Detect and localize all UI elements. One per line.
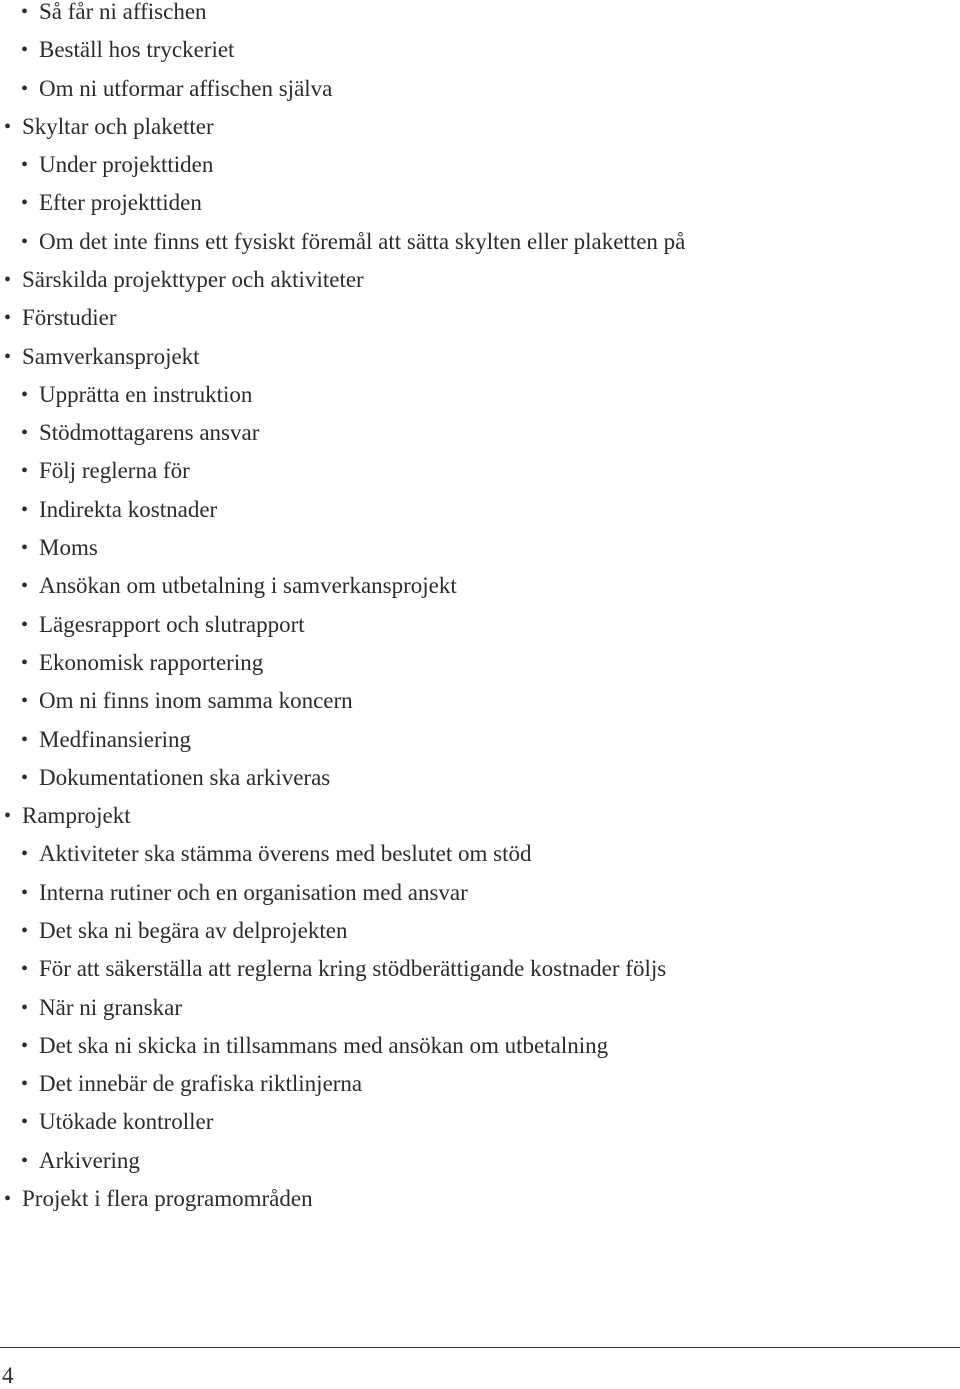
bullet-icon: • — [21, 766, 29, 789]
bullet-icon: • — [21, 537, 29, 560]
list-item — [4, 267, 364, 293]
bullet-icon: • — [21, 383, 29, 406]
list-item — [21, 917, 348, 943]
bullet-icon: • — [4, 805, 12, 828]
list-item — [21, 1032, 609, 1058]
list-item — [21, 152, 214, 178]
list-item — [21, 496, 218, 522]
bullet-icon: • — [21, 422, 29, 445]
list-item — [21, 420, 260, 446]
list-item-label: Dokumentationen ska arkiveras — [39, 764, 331, 790]
bullet-icon: • — [21, 996, 29, 1019]
list-item — [21, 0, 207, 24]
list-item — [21, 535, 98, 561]
list-item-label: Skyltar och plaketter — [22, 113, 214, 139]
bullet-icon: • — [21, 77, 29, 100]
list-item-label: Samverkansprojekt — [22, 343, 200, 369]
list-item — [21, 1071, 363, 1097]
bullet-icon: • — [21, 1111, 29, 1134]
list-item-label: Om ni utformar affischen själva — [39, 75, 333, 101]
list-item-label: Under projekttiden — [39, 152, 214, 178]
list-item — [21, 573, 457, 599]
list-item — [4, 343, 200, 369]
list-item-label: Efter projekttiden — [39, 190, 202, 216]
bullet-icon: • — [21, 575, 29, 598]
bullet-icon: • — [21, 192, 29, 215]
list-item-label: Ramprojekt — [22, 803, 131, 829]
bullet-icon: • — [4, 345, 12, 368]
bullet-icon: • — [4, 1187, 12, 1210]
bullet-icon: • — [21, 843, 29, 866]
bullet-icon: • — [21, 1, 29, 23]
list-item-label: Stödmottagarens ansvar — [39, 420, 260, 446]
list-item-label: Om det inte finns ett fysiskt föremål att sätta skylten eller plaketten på — [39, 228, 686, 254]
list-item — [21, 228, 686, 254]
list-item — [21, 649, 264, 675]
list-item-label: Indirekta kostnader — [39, 496, 218, 522]
list-item — [21, 764, 331, 790]
list-item — [4, 113, 214, 139]
list-item-label: Det ska ni skicka in tillsammans med ansökan om utbetalning — [39, 1032, 609, 1058]
bullet-icon: • — [21, 690, 29, 713]
list-item-label: Särskilda projekttyper och aktiviteter — [22, 267, 364, 293]
bullet-icon: • — [21, 39, 29, 62]
bullet-icon: • — [21, 1034, 29, 1057]
bullet-icon: • — [21, 154, 29, 177]
bullet-icon: • — [21, 881, 29, 904]
bullet-icon: • — [21, 919, 29, 942]
bullet-icon: • — [21, 230, 29, 253]
bullet-icon: • — [21, 498, 29, 521]
list-item — [21, 37, 235, 63]
list-item-label: Följ reglerna för — [39, 458, 190, 484]
list-item-label: Upprätta en instruktion — [39, 381, 253, 407]
list-item-label: Projekt i flera programområden — [22, 1185, 313, 1211]
list-item-label: Ansökan om utbetalning i samverkansprojekt — [39, 573, 457, 599]
list-item-label: Det innebär de grafiska riktlinjerna — [39, 1071, 363, 1097]
list-item — [21, 190, 202, 216]
list-item — [21, 841, 532, 867]
list-item — [4, 803, 131, 829]
list-item — [21, 381, 253, 407]
bullet-icon: • — [21, 1073, 29, 1096]
bullet-icon: • — [4, 115, 12, 138]
bullet-icon: • — [21, 460, 29, 483]
list-item — [21, 75, 333, 101]
bullet-icon: • — [21, 613, 29, 636]
bullet-icon: • — [4, 307, 12, 330]
list-item-label: Om ni finns inom samma koncern — [39, 688, 353, 714]
bullet-icon: • — [4, 269, 12, 292]
list-item-label: För att säkerställa att reglerna kring stödberättigande kostnader följs — [39, 956, 667, 982]
list-item — [21, 994, 183, 1020]
list-item-label: Förstudier — [22, 305, 117, 331]
list-item-label: Utökade kontroller — [39, 1109, 214, 1135]
list-item — [4, 1185, 313, 1211]
list-item-label: Interna rutiner och en organisation med ansvar — [39, 879, 468, 905]
list-item — [21, 726, 192, 752]
list-item — [21, 879, 468, 905]
list-item-label: Det ska ni begära av delprojekten — [39, 917, 348, 943]
list-item — [21, 1147, 140, 1173]
list-item — [21, 611, 305, 637]
list-item-label: När ni granskar — [39, 994, 183, 1020]
list-item — [21, 458, 190, 484]
list-item-label: Moms — [39, 535, 98, 561]
list-item-label: Medfinansiering — [39, 726, 192, 752]
list-item — [21, 1109, 214, 1135]
bullet-icon: • — [21, 651, 29, 674]
bullet-icon: • — [21, 1149, 29, 1172]
list-item — [21, 688, 353, 714]
footer-divider — [0, 1347, 960, 1348]
list-item-label: Lägesrapport och slutrapport — [39, 611, 305, 637]
list-item-label: Ekonomisk rapportering — [39, 649, 264, 675]
page-number: 4 — [2, 1363, 14, 1388]
bullet-icon: • — [21, 728, 29, 751]
list-item-label: Aktiviteter ska stämma överens med beslutet om stöd — [39, 841, 532, 867]
bullet-icon: • — [21, 958, 29, 981]
list-item — [21, 956, 667, 982]
list-item-label: Arkivering — [39, 1147, 140, 1173]
list-item-label: Så får ni affischen — [39, 0, 207, 24]
list-item — [4, 305, 117, 331]
list-item-label: Beställ hos tryckeriet — [39, 37, 235, 63]
